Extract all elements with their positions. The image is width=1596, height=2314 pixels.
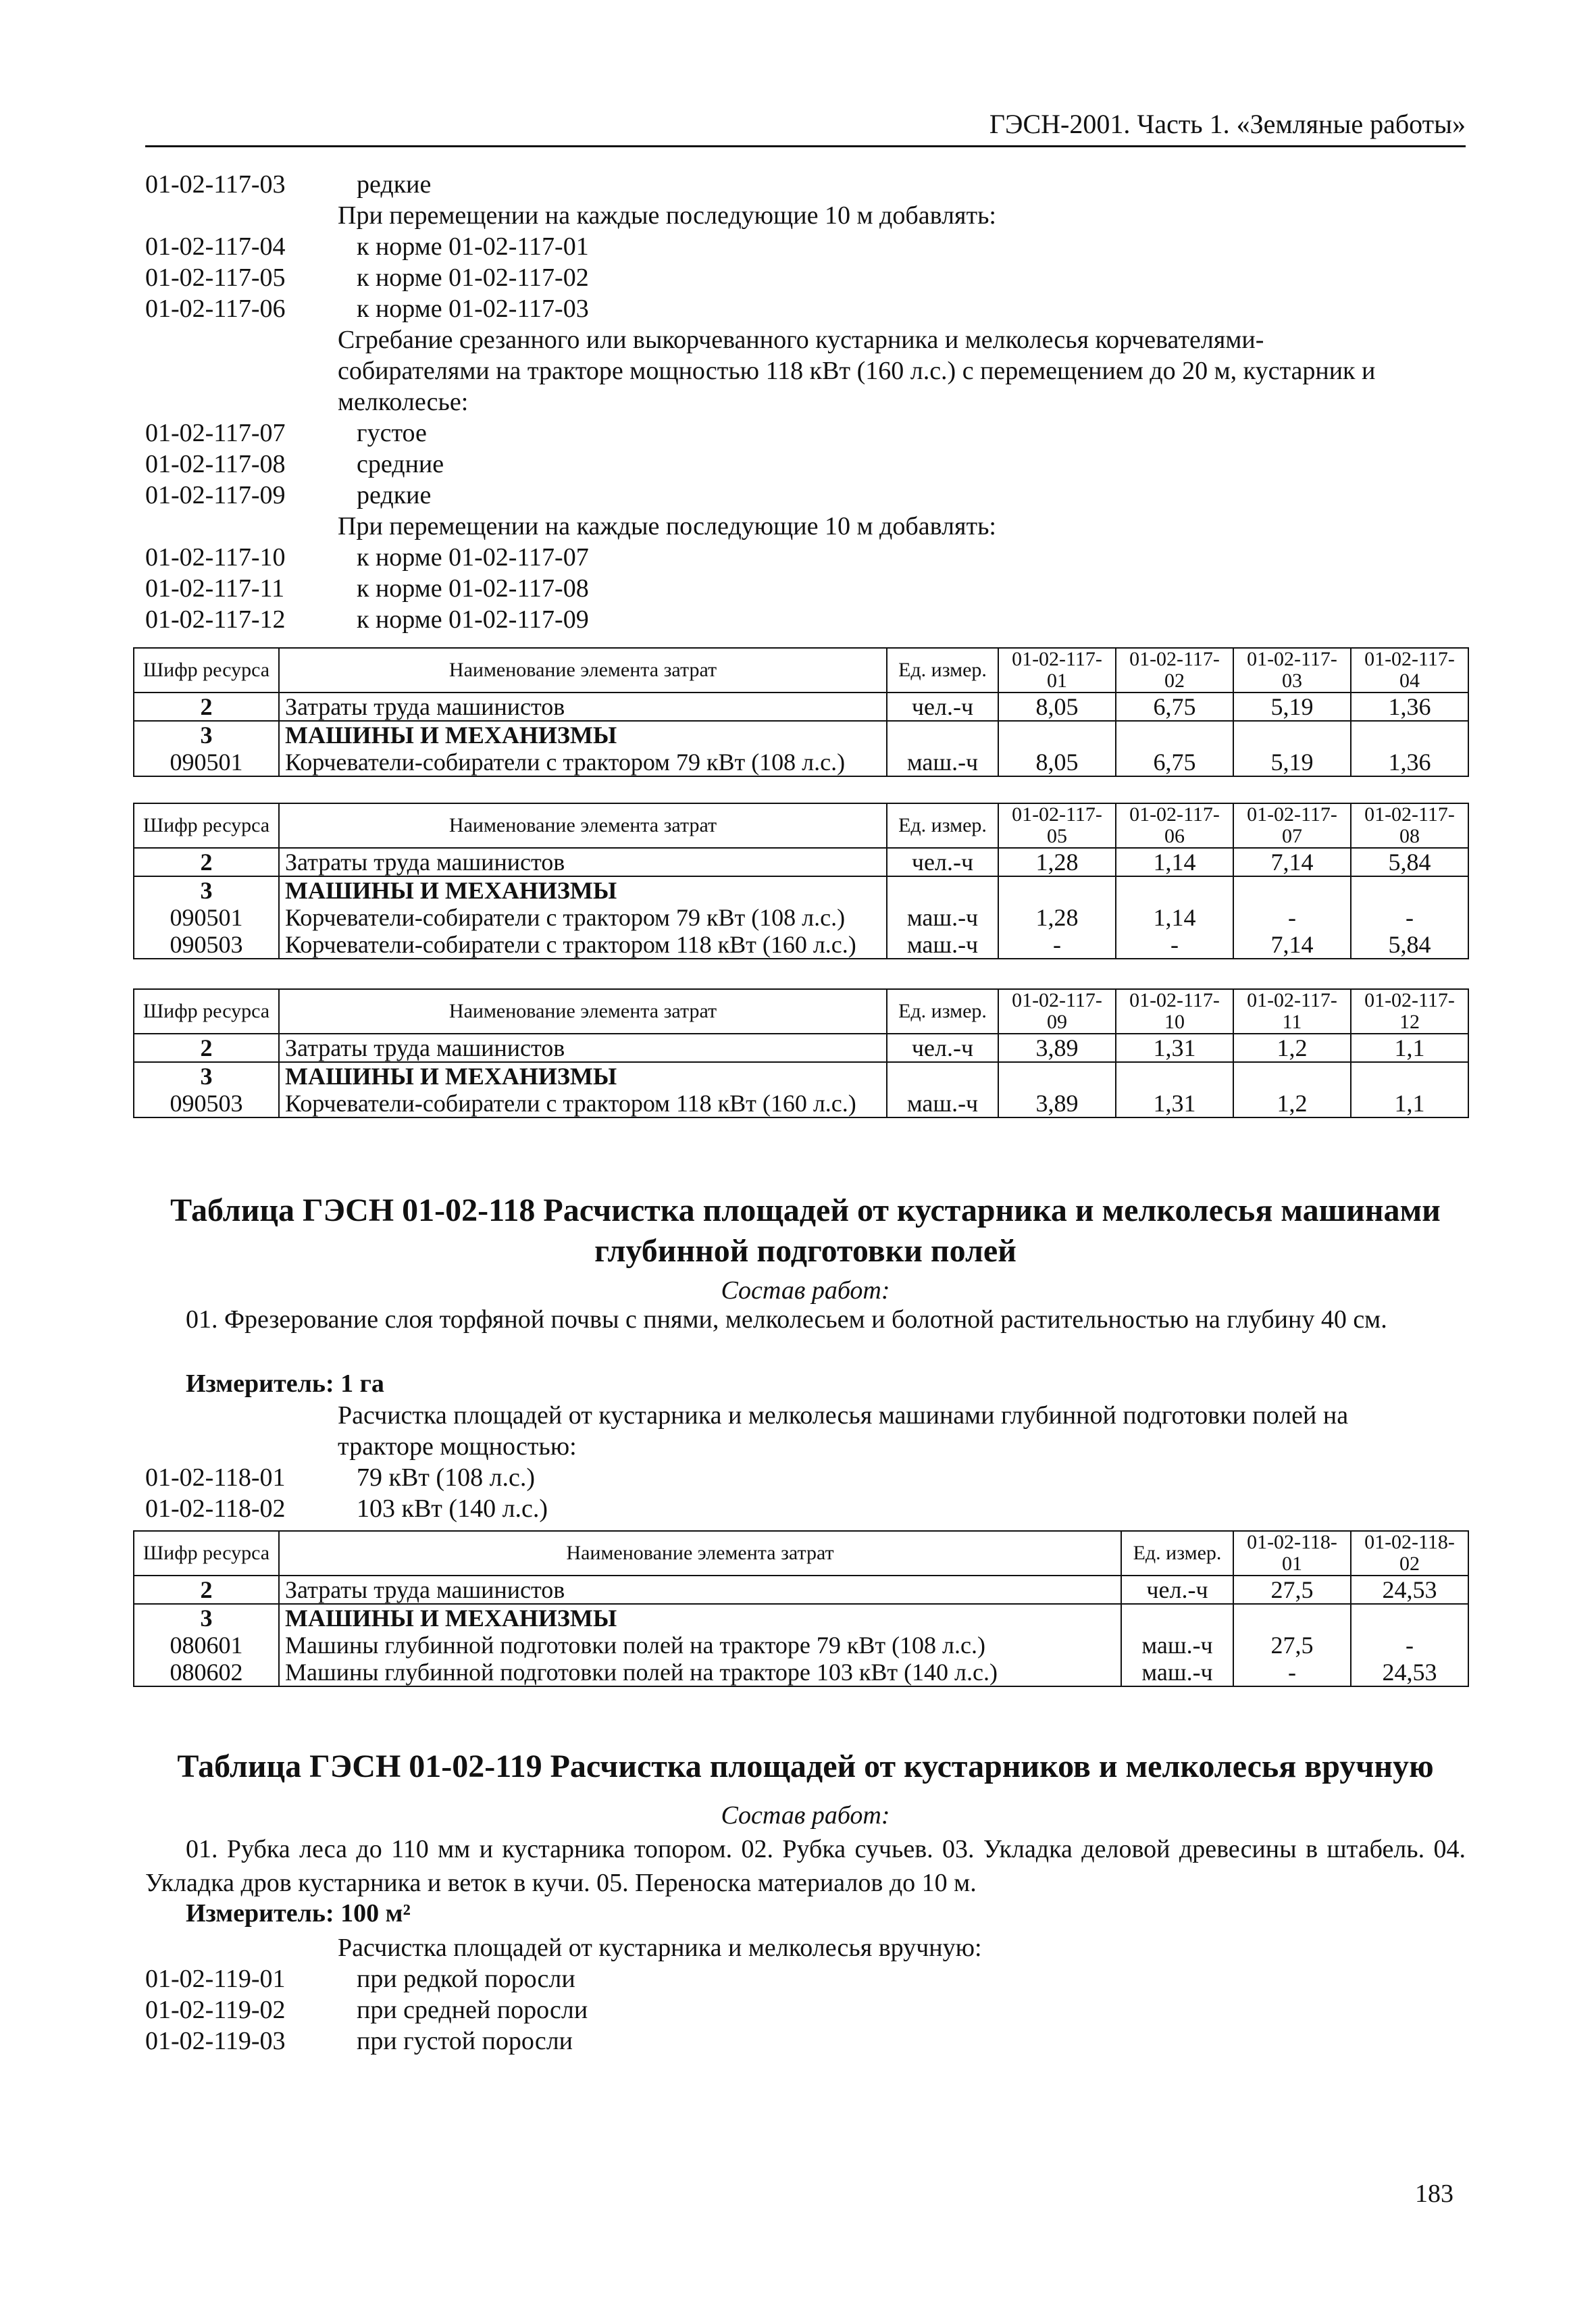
norm-desc: к норме 01-02-117-09 — [357, 605, 589, 634]
table-row — [134, 1062, 1468, 1090]
cell-value: 5,19 — [1233, 749, 1351, 776]
norm-code — [145, 511, 338, 542]
cell-value: 5,19 — [1233, 693, 1351, 721]
cell-value: 1,31 — [1116, 1034, 1233, 1062]
norm-list-119 — [145, 1932, 1466, 2057]
cell-empty — [998, 876, 1116, 904]
work-composition-label: Состав работ: — [721, 1801, 890, 1830]
col-header-norm: 01-02-117-01 — [998, 648, 1116, 693]
section-title-118 — [145, 1190, 1466, 1272]
norm-desc: к норме 01-02-117-07 — [357, 543, 589, 572]
norm-desc: к норме 01-02-117-01 — [357, 232, 589, 261]
norm-code — [145, 324, 338, 355]
table-row — [134, 693, 1468, 721]
norm-row — [145, 1431, 1466, 1462]
norm-row — [145, 1994, 1466, 2026]
col-header-unit: Ед. измер. — [887, 989, 998, 1034]
cell-value: 27,5 — [1233, 1632, 1351, 1659]
cell-name: Машины глубинной подготовки полей на тракторе 103 кВт (140 л.с.) — [279, 1659, 1121, 1686]
cell-section-title: МАШИНЫ И МЕХАНИЗМЫ — [279, 1604, 1121, 1632]
norm-desc: Расчистка площадей от кустарника и мелколесья машинами глубинной подготовки полей на — [338, 1401, 1349, 1430]
norm-code: 01-02-118-02 — [145, 1494, 286, 1523]
cell-empty — [1351, 1604, 1468, 1632]
norm-row — [145, 511, 1466, 542]
col-header-cipher: Шифр ресурса — [134, 648, 279, 693]
col-header-unit: Ед. измер. — [887, 803, 998, 848]
norm-code — [145, 1431, 338, 1462]
cell-unit: чел.-ч — [1121, 1576, 1233, 1604]
norm-code: 01-02-118-01 — [145, 1463, 286, 1492]
norm-desc: тракторе мощностью: — [338, 1432, 577, 1461]
norm-row — [145, 1493, 1466, 1524]
table-row — [134, 848, 1468, 876]
norm-desc: при густой поросли — [357, 2027, 573, 2055]
norm-row — [145, 542, 1466, 573]
cell-name: Корчеватели-собиратели с трактором 79 кВт (108 л.с.) — [279, 749, 887, 776]
cell-code: 090501 — [134, 749, 279, 776]
norm-row — [145, 573, 1466, 604]
cell-empty — [998, 721, 1116, 749]
cell-section-title: МАШИНЫ И МЕХАНИЗМЫ — [279, 1062, 887, 1090]
cell-value: 3,89 — [998, 1090, 1116, 1117]
cell-value: 3,89 — [998, 1034, 1116, 1062]
norm-row — [145, 2026, 1466, 2057]
cell-value: - — [998, 931, 1116, 959]
cell-code: 2 — [134, 1034, 279, 1062]
cell-unit: маш.-ч — [887, 931, 998, 959]
cell-value: 5,84 — [1351, 848, 1468, 876]
work-composition-label: Состав работ: — [721, 1276, 890, 1305]
norm-row — [145, 386, 1466, 418]
cell-empty — [1233, 876, 1351, 904]
norm-desc: собирателями на тракторе мощностью 118 кВт (160 л.с.) с перемещением до 20 м, кустарник и — [338, 357, 1376, 385]
col-header-norm: 01-02-117-07 — [1233, 803, 1351, 848]
cell-value: 27,5 — [1233, 1576, 1351, 1604]
norm-row — [145, 169, 1466, 200]
cell-name: Затраты труда машинистов — [279, 693, 887, 721]
work-composition-text: 01. Рубка леса до 110 мм и кустарника топором. 02. Рубка сучьев. 03. Укладка деловой древесины в штабель. 04. Укладка дров кустарника и веток в кучи. 05. Переноска материалов до 10 м. — [145, 1835, 1466, 1897]
cell-empty — [1351, 876, 1468, 904]
cell-code: 090501 — [134, 904, 279, 931]
norm-desc: При перемещении на каждые последующие 10 м добавлять: — [338, 512, 996, 540]
cell-empty — [1351, 1062, 1468, 1090]
cell-code: 3 — [134, 876, 279, 904]
cell-code: 080601 — [134, 1632, 279, 1659]
col-header-name: Наименование элемента затрат — [279, 989, 887, 1034]
norm-row — [145, 231, 1466, 262]
norm-row — [145, 449, 1466, 480]
cell-code: 2 — [134, 848, 279, 876]
norm-desc: при редкой поросли — [357, 1965, 575, 1993]
table-row — [134, 931, 1468, 959]
norm-code: 01-02-119-03 — [145, 2027, 286, 2055]
norm-code — [145, 200, 338, 231]
table-row — [134, 1576, 1468, 1604]
cell-value: 1,1 — [1351, 1034, 1468, 1062]
cell-code: 3 — [134, 721, 279, 749]
norm-desc: Расчистка площадей от кустарника и мелколесья вручную: — [338, 1934, 982, 1962]
measure-unit: Измеритель: 1 га — [186, 1369, 384, 1398]
col-header-cipher: Шифр ресурса — [134, 989, 279, 1034]
col-header-norm: 01-02-117-03 — [1233, 648, 1351, 693]
cell-code: 2 — [134, 693, 279, 721]
norm-code: 01-02-117-10 — [145, 543, 286, 572]
norm-code: 01-02-117-12 — [145, 605, 286, 634]
running-header: ГЭСН-2001. Часть 1. «Земляные работы» — [145, 108, 1466, 147]
cell-empty — [1351, 721, 1468, 749]
cell-empty — [1121, 1604, 1233, 1632]
norm-row — [145, 418, 1466, 449]
cell-unit: чел.-ч — [887, 848, 998, 876]
norm-code: 01-02-119-02 — [145, 1996, 286, 2024]
norm-row — [145, 262, 1466, 293]
cell-value: - — [1233, 1659, 1351, 1686]
cell-value: 8,05 — [998, 749, 1116, 776]
cell-empty — [1116, 876, 1233, 904]
cell-code: 2 — [134, 1576, 279, 1604]
norm-code: 01-02-119-01 — [145, 1965, 286, 1993]
norm-list-118 — [145, 1400, 1466, 1524]
table-row — [134, 721, 1468, 749]
section-title-119: Таблица ГЭСН 01-02-119 Расчистка площадей от кустарников и мелколесья вручную — [177, 1749, 1434, 1784]
norm-row — [145, 324, 1466, 355]
page-number: 183 — [1415, 2180, 1453, 2208]
cell-empty — [1116, 721, 1233, 749]
col-header-cipher: Шифр ресурса — [134, 803, 279, 848]
resource-table-118 — [133, 1530, 1469, 1687]
work-composition-text: 01. Фрезерование слоя торфяной почвы с пнями, мелколесьем и болотной растительностью на глубину 40 см. — [186, 1305, 1387, 1334]
cell-empty — [1233, 721, 1351, 749]
cell-value: 5,84 — [1351, 931, 1468, 959]
norm-code: 01-02-117-11 — [145, 574, 285, 603]
norm-desc: густое — [357, 419, 427, 447]
cell-value: 1,28 — [998, 904, 1116, 931]
norm-desc: редкие — [357, 481, 432, 509]
table-header-row — [134, 989, 1468, 1034]
col-header-norm: 01-02-117-08 — [1351, 803, 1468, 848]
section-title-line: Таблица ГЭСН 01-02-118 Расчистка площадей от кустарника и мелколесья машинами — [170, 1192, 1441, 1228]
col-header-unit: Ед. измер. — [1121, 1531, 1233, 1576]
col-header-cipher: Шифр ресурса — [134, 1531, 279, 1576]
cell-value: - — [1351, 1632, 1468, 1659]
norm-code: 01-02-117-06 — [145, 295, 286, 323]
col-header-unit: Ед. измер. — [887, 648, 998, 693]
cell-name: Машины глубинной подготовки полей на тракторе 79 кВт (108 л.с.) — [279, 1632, 1121, 1659]
cell-value: 1,1 — [1351, 1090, 1468, 1117]
cell-value: 7,14 — [1233, 931, 1351, 959]
col-header-norm: 01-02-117-04 — [1351, 648, 1468, 693]
cell-section-title: МАШИНЫ И МЕХАНИЗМЫ — [279, 876, 887, 904]
cell-unit: маш.-ч — [887, 904, 998, 931]
table-row — [134, 1632, 1468, 1659]
table-row — [134, 876, 1468, 904]
cell-unit: маш.-ч — [1121, 1659, 1233, 1686]
cell-name: Затраты труда машинистов — [279, 1576, 1121, 1604]
cell-unit: чел.-ч — [887, 1034, 998, 1062]
norm-desc: 103 кВт (140 л.с.) — [357, 1494, 548, 1523]
col-header-norm: 01-02-117-05 — [998, 803, 1116, 848]
norm-desc: средние — [357, 450, 444, 478]
norm-code — [145, 386, 338, 418]
cell-value: 24,53 — [1351, 1659, 1468, 1686]
cell-empty — [887, 876, 998, 904]
col-header-norm: 01-02-117-09 — [998, 989, 1116, 1034]
norm-desc: при средней поросли — [357, 1996, 588, 2024]
col-header-norm: 01-02-117-12 — [1351, 989, 1468, 1034]
table-header-row — [134, 1531, 1468, 1576]
norm-row — [145, 200, 1466, 231]
norm-code: 01-02-117-08 — [145, 450, 286, 478]
norm-row — [145, 1462, 1466, 1493]
norm-desc: Сгребание срезанного или выкорчеванного кустарника и мелколесья корчевателями- — [338, 326, 1264, 354]
norm-row — [145, 1932, 1466, 1963]
cell-name: Корчеватели-собиратели с трактором 118 кВт (160 л.с.) — [279, 931, 887, 959]
norm-code — [145, 1932, 338, 1963]
norm-row — [145, 293, 1466, 324]
norm-code: 01-02-117-04 — [145, 232, 286, 261]
norm-code: 01-02-117-03 — [145, 170, 286, 199]
measure-unit: Измеритель: 100 м² — [186, 1899, 411, 1928]
table-row — [134, 749, 1468, 776]
cell-empty — [1233, 1604, 1351, 1632]
col-header-name: Наименование элемента затрат — [279, 648, 887, 693]
cell-value: 1,36 — [1351, 693, 1468, 721]
norm-row — [145, 604, 1466, 635]
cell-unit: маш.-ч — [887, 1090, 998, 1117]
cell-code: 3 — [134, 1604, 279, 1632]
cell-value: 1,14 — [1116, 848, 1233, 876]
cell-unit: маш.-ч — [887, 749, 998, 776]
cell-unit: маш.-ч — [1121, 1632, 1233, 1659]
norm-code: 01-02-117-09 — [145, 481, 286, 509]
col-header-name: Наименование элемента затрат — [279, 803, 887, 848]
norm-desc: к норме 01-02-117-02 — [357, 263, 589, 292]
cell-empty — [1116, 1062, 1233, 1090]
norm-desc: При перемещении на каждые последующие 10 м добавлять: — [338, 201, 996, 230]
section-title-line: глубинной подготовки полей — [594, 1233, 1016, 1269]
resource-table-3 — [133, 988, 1469, 1118]
norm-row — [145, 1963, 1466, 1994]
resource-table-1 — [133, 647, 1469, 777]
cell-empty — [887, 1062, 998, 1090]
cell-value: 6,75 — [1116, 693, 1233, 721]
cell-value: 1,31 — [1116, 1090, 1233, 1117]
table-row — [134, 904, 1468, 931]
cell-value: 7,14 — [1233, 848, 1351, 876]
cell-value: - — [1116, 931, 1233, 959]
cell-value: 24,53 — [1351, 1576, 1468, 1604]
cell-code: 080602 — [134, 1659, 279, 1686]
norm-row — [145, 480, 1466, 511]
table-row — [134, 1034, 1468, 1062]
cell-value: - — [1233, 904, 1351, 931]
table-row — [134, 1659, 1468, 1686]
cell-value: 1,2 — [1233, 1034, 1351, 1062]
norm-code — [145, 1400, 338, 1431]
cell-value: 1,2 — [1233, 1090, 1351, 1117]
cell-unit: чел.-ч — [887, 693, 998, 721]
norm-code: 01-02-117-05 — [145, 263, 286, 292]
table-row — [134, 1090, 1468, 1117]
cell-section-title: МАШИНЫ И МЕХАНИЗМЫ — [279, 721, 887, 749]
cell-value: 1,36 — [1351, 749, 1468, 776]
norm-row — [145, 1400, 1466, 1431]
table-row — [134, 1604, 1468, 1632]
table-header-row — [134, 648, 1468, 693]
cell-code: 090503 — [134, 931, 279, 959]
cell-code: 3 — [134, 1062, 279, 1090]
norm-code — [145, 355, 338, 386]
norm-desc: редкие — [357, 170, 432, 199]
cell-empty — [1233, 1062, 1351, 1090]
col-header-norm: 01-02-118-02 — [1351, 1531, 1468, 1576]
norm-desc: к норме 01-02-117-03 — [357, 295, 589, 323]
norm-code: 01-02-117-07 — [145, 419, 286, 447]
cell-name: Затраты труда машинистов — [279, 848, 887, 876]
cell-name: Корчеватели-собиратели с трактором 118 кВт (160 л.с.) — [279, 1090, 887, 1117]
col-header-name: Наименование элемента затрат — [279, 1531, 1121, 1576]
col-header-norm: 01-02-117-10 — [1116, 989, 1233, 1034]
norm-desc: 79 кВт (108 л.с.) — [357, 1463, 536, 1492]
cell-value: 1,28 — [998, 848, 1116, 876]
cell-name: Корчеватели-собиратели с трактором 79 кВт (108 л.с.) — [279, 904, 887, 931]
cell-code: 090503 — [134, 1090, 279, 1117]
cell-value: 6,75 — [1116, 749, 1233, 776]
cell-value: - — [1351, 904, 1468, 931]
norm-list-117 — [145, 169, 1466, 635]
col-header-norm: 01-02-117-06 — [1116, 803, 1233, 848]
cell-name: Затраты труда машинистов — [279, 1034, 887, 1062]
norm-row — [145, 355, 1466, 386]
norm-desc: мелколесье: — [338, 388, 469, 416]
norm-desc: к норме 01-02-117-08 — [357, 574, 589, 603]
col-header-norm: 01-02-117-11 — [1233, 989, 1351, 1034]
cell-empty — [887, 721, 998, 749]
col-header-norm: 01-02-117-02 — [1116, 648, 1233, 693]
col-header-norm: 01-02-118-01 — [1233, 1531, 1351, 1576]
cell-value: 1,14 — [1116, 904, 1233, 931]
cell-empty — [998, 1062, 1116, 1090]
resource-table-2 — [133, 803, 1469, 959]
cell-value: 8,05 — [998, 693, 1116, 721]
table-header-row — [134, 803, 1468, 848]
